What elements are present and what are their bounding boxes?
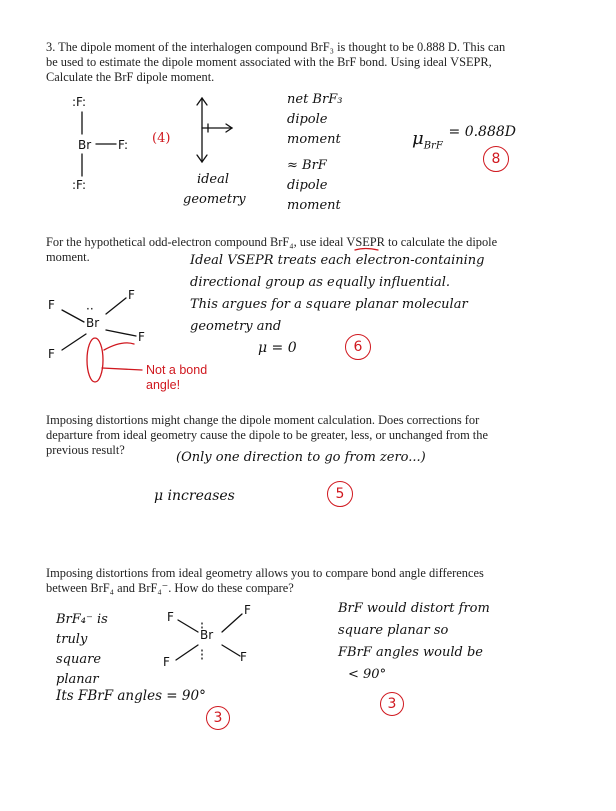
angle-arc [104,343,134,350]
mu-value: = 0.888D [448,124,516,140]
ideal-line-1: ideal [196,172,230,187]
brf4-minus-bond-2 [222,614,242,632]
question-1-partial-score: (4) [152,131,171,146]
right-line-2: square planar so [338,623,449,638]
brf4-br: Br [86,316,100,330]
question-1-line-2: be used to estimate the dipole moment associated with the BrF bond. Using ideal VSEPR, [46,55,492,69]
question-4-score-left: 3 [206,706,230,730]
approx-line-3: moment [287,198,341,213]
note-pointer [102,368,142,370]
brf4-bond-3 [62,334,86,350]
answer-2-line-4: geometry and [190,319,282,334]
answer-2-line-2: directional group as equally influential. [190,275,451,290]
left-line-4: planar [56,672,99,687]
lewis-f-top: :F: [72,95,87,109]
question-2-score: 6 [345,334,371,360]
brf4-minus-bond-3 [176,645,198,660]
note-line-1: Not a bond [146,363,208,377]
brf4-bond-2 [106,298,126,314]
question-1-line-1: 3. The dipole moment of the interhalogen compound BrF₃ is thought to be 0.888 D. This can [46,40,506,54]
brf4-f3: F [48,347,55,361]
approx-line-2: dipole [287,178,328,193]
lewis-f-right: F: [118,138,129,152]
ideal-underline [355,249,378,251]
brf4-bond-1 [62,310,84,322]
brf4-minus-f1: F [167,610,174,624]
question-3-answer-1: (Only one direction to go from zero...) [176,450,426,465]
brf4-minus-f4: F [240,650,247,664]
lone-pair-oval [87,338,103,382]
mu-zero: μ = 0 [258,340,297,356]
brf4-f1: F [48,298,55,312]
question-1-score: 8 [483,146,509,172]
mu-subscript: BrF [423,140,443,152]
question-3-answer-2: μ increases [154,488,235,504]
brf4-dots: ·· [86,302,94,316]
lewis-br: Br [78,138,92,152]
question-2-line-2: moment. [46,250,90,264]
lewis-f-bottom: :F: [72,178,87,192]
question-3-line-3: previous result? [46,443,125,457]
right-line-4: < 90° [348,667,387,682]
net-line-2: dipole [287,112,328,127]
question-3-line-2: departure from ideal geometry cause the dipole to be greater, less, or unchanged from the [46,428,488,442]
brf4-minus-bond-4 [222,645,240,656]
left-line-2: truly [56,632,88,647]
brf4-minus-bond-1 [178,620,198,632]
question-4-line-2: between BrF₄ and BrF₄⁻. How do these compare? [46,581,294,595]
brf4-f4: F [138,330,145,344]
question-4-line-1: Imposing distortions from ideal geometry allows you to compare bond angle differences [46,566,484,580]
answer-2-line-1: Ideal VSEPR treats each electron-containing [190,253,485,268]
answer-2-line-3: This argues for a square planar molecular [190,297,468,312]
question-3-score: 5 [327,481,353,507]
brf4-minus-br: Br [200,628,214,642]
right-line-1: BrF would distort from [338,601,490,616]
mu-symbol: μ [412,128,424,149]
question-3-line-1: Imposing distortions might change the dipole moment calculation. Does corrections for [46,413,480,427]
question-2-line-1: For the hypothetical odd-electron compound BrF₄, use ideal VSEPR to calculate the dipole [46,235,498,249]
ideal-line-2: geometry [183,192,246,207]
brf4-bond-4 [106,330,136,336]
left-line-3: square [56,652,102,667]
question-4-angle-line: Its FBrF angles = 90° [56,688,206,704]
brf4-minus-f3: F [163,655,170,669]
brf4-minus-f2: F [244,603,251,617]
question-1-line-3: Calculate the BrF dipole moment. [46,70,215,84]
brf4-f2: F [128,288,135,302]
net-line-1: net BrF₃ [287,92,343,107]
left-line-1: BrF₄⁻ is [56,612,108,627]
approx-line-1: ≈ BrF [287,158,327,173]
right-line-3: FBrF angles would be [338,645,483,660]
question-4-score-right: 3 [380,692,404,716]
net-line-3: moment [287,132,341,147]
note-line-2: angle! [146,378,181,392]
